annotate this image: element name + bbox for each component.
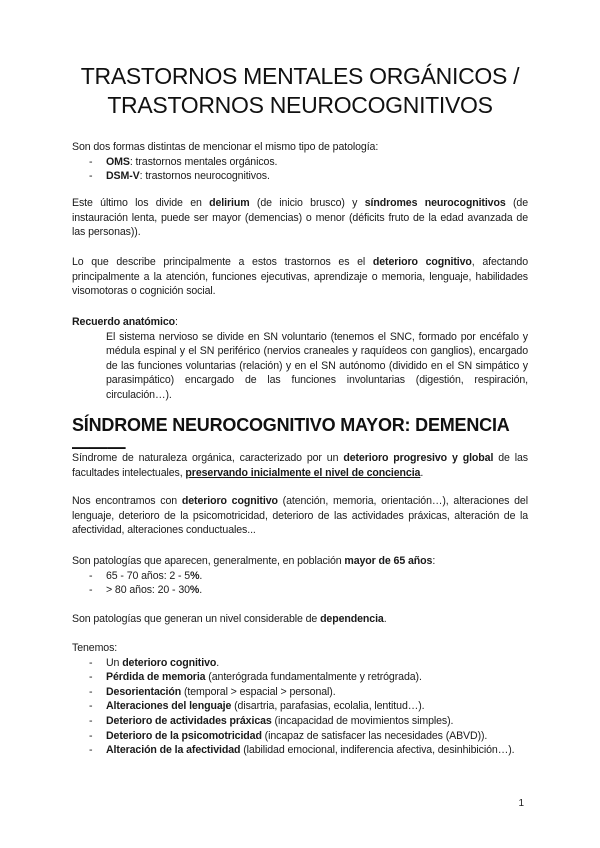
list-item: - OMS: trastornos mentales orgánicos. — [72, 155, 528, 170]
list-item: - 65 - 70 años: 2 - 5%. — [72, 569, 528, 584]
list-item: - > 80 años: 20 - 30%. — [72, 583, 528, 598]
paragraph-definition: Síndrome de naturaleza orgánica, caracterizado por un deterioro progresivo y global de las facultades intelectuales, preservando inicialmente el nivel de conciencia. — [72, 452, 528, 479]
reminder-body: El sistema nervioso se divide en SN voluntario (tenemos el SNC, formado por encéfalo y médula espinal y el SN periférico (nervios craneales y raquídeos con ganglios), encargado de las funciones voluntarias (relación) y en el SN autónomo (dividido en el SN simpático y parasimpático) encargado de las funciones involuntarias (digestión, respiración, circulación…). — [106, 330, 528, 401]
symptom-list-section: Tenemos: - Un deterioro cognitivo. - Pérdida de memoria (anterógrada fundamentalmente y retrógrada). - Desorientación (temporal > espacial > personal). - Alteraciones del lenguaje (disartria, parafasias, ecolalia, lentitud…). - Deterioro de actividades práxicas (incapacidad de movimientos simples). - Deterioro de la psicomotricidad (incapaz de satisfacer las necesidades (ABVD)). - Alteración de la afectividad (labilidad emocional, indiferencia afectiva, desinhibición…). — [72, 641, 528, 758]
intro-list — [72, 155, 528, 184]
symptom-list — [72, 656, 528, 758]
intro-paragraph: Son dos formas distintas de mencionar el mismo tipo de patología: - OMS: trastornos mentales orgánicos. - DSM-V: trastornos neurocognitivos. — [72, 140, 528, 184]
paragraph-symptoms: Nos encontramos con deterioro cognitivo (atención, memoria, orientación…), alteraciones del lenguaje, deterioro de la psicomotricidad, deterioro de las actividades práxicas, alteración de la afectividad, alteraciones conductuales... — [72, 495, 528, 537]
paragraph-classification: Este último los divide en delirium (de inicio brusco) y síndromes neurocognitivos (de instauración lenta, puede ser mayor (demencias) o menor (déficits fruto de la edad avanzada de las personas)). — [72, 197, 529, 239]
list-item: - Un deterioro cognitivo. — [72, 656, 528, 671]
list-item: - Desorientación (temporal > espacial > personal). — [72, 685, 528, 700]
paragraph-prevalence: Son patologías que aparecen, generalmente, en población mayor de 65 años: - 65 - 70 años: 2 - 5%. - > 80 años: 20 - 30%. — [72, 554, 528, 598]
section-heading: SÍNDROME NEUROCOGNITIVO MAYOR: DEMENCIA ——— — [72, 415, 509, 457]
list-item: - Deterioro de la psicomotricidad (incapaz de satisfacer las necesidades (ABVD)). — [72, 729, 528, 744]
list-item: - DSM-V: trastornos neurocognitivos. — [72, 169, 528, 184]
list-item: - Alteración de la afectividad (labilidad emocional, indiferencia afectiva, desinhibición…). — [72, 743, 528, 758]
title-line-1: TRASTORNOS MENTALES ORGÁNICOS / — [80, 63, 520, 89]
list-item: - Alteraciones del lenguaje (disartria, parafasias, ecolalia, lentitud…). — [72, 699, 528, 714]
paragraph-description: Lo que describe principalmente a estos trastornos es el deterioro cognitivo, afectando principalmente a la atención, funciones ejecutivas, aprendizaje o memoria, lenguaje, habilidades visomotoras o cognición social. — [72, 256, 528, 298]
page-number: 1 — [518, 798, 524, 809]
list-item: - Deterioro de actividades práxicas (incapacidad de movimientos simples). — [72, 714, 528, 729]
prevalence-list — [72, 569, 528, 598]
list-item: - Pérdida de memoria (anterógrada fundamentalmente y retrógrada). — [72, 670, 528, 685]
reminder-heading: Recuerdo anatómico — [72, 316, 175, 328]
paragraph-dependency: Son patologías que generan un nivel considerable de dependencia. — [72, 613, 387, 625]
document-title — [72, 62, 528, 120]
anatomical-reminder: Recuerdo anatómico: El sistema nervioso se divide en SN voluntario (tenemos el SNC, formado por encéfalo y médula espinal y el SN periférico (nervios craneales y raquídeos con ganglios), encargado de las funciones voluntarias (relación) y en el SN autónomo (dividido en el SN simpático y parasimpático) encargado de las funciones involuntarias (digestión, respiración, circulación…). — [72, 316, 528, 401]
title-line-2: TRASTORNOS NEUROCOGNITIVOS — [107, 92, 493, 118]
